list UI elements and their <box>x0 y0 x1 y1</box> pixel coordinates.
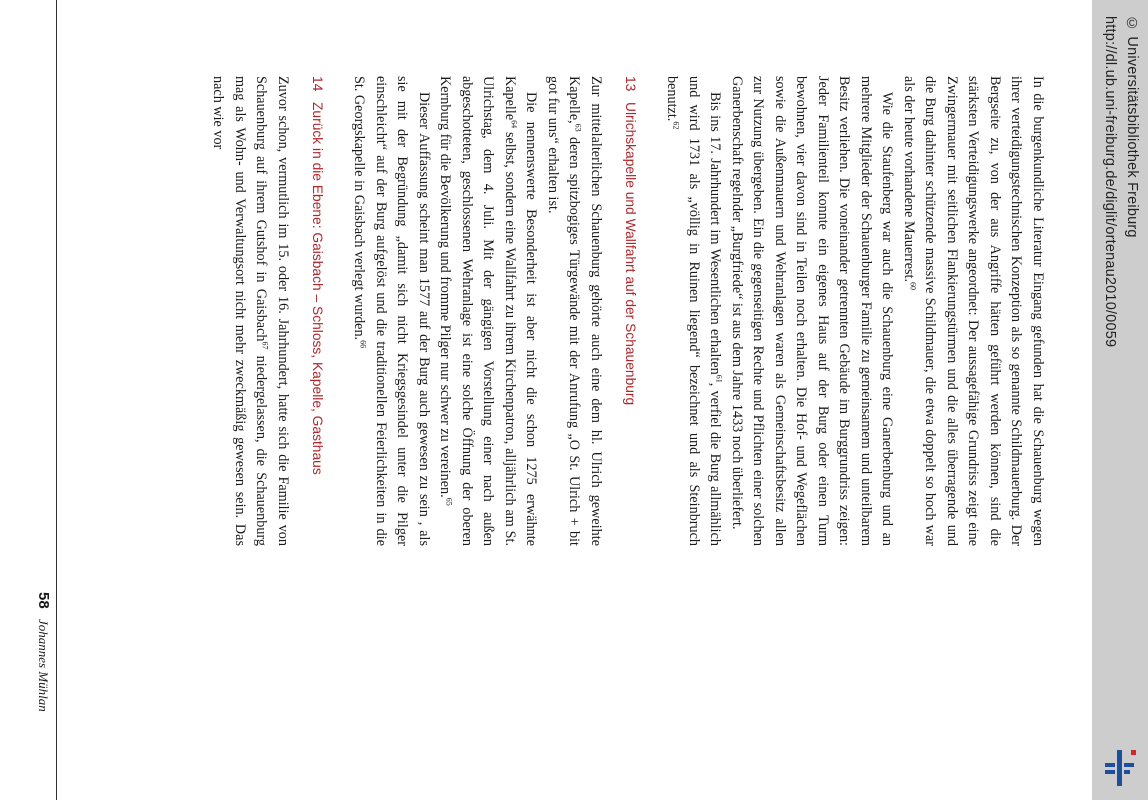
footnote-ref[interactable]: 66 <box>359 340 369 349</box>
copyright-notice: © Universitätsbibliothek Freiburg <box>1124 16 1140 238</box>
section-title: Zurück in die Ebene: Gaisbach – Schloss, Kapelle, Gasthaus <box>310 102 325 475</box>
running-header <box>34 592 52 792</box>
paragraph-verfall: Bis ins 17. Jahrhundert im Wesentlichen erhalten$^{61}$, verfiel die Burg allmählich und wird 1731 als „völlig in Ruinen liegend“ bezeichnet und als Steinbruch benutzt.$^{62}$ <box>664 76 725 547</box>
library-logo-icon <box>1102 748 1138 788</box>
footnote-ref[interactable]: 65 <box>445 497 455 506</box>
section-number: 13 <box>623 76 638 92</box>
footnote-ref[interactable]: 60 <box>908 282 918 291</box>
footnote-ref[interactable]: 62 <box>672 121 682 130</box>
paragraph-wallfahrt: Die nennenswerte Besonderheit ist aber nicht die schon 1275 erwähnte Kapelle$^{64}$ selbst, sondern eine Wallfahrt zu ihrem Kirchenpatron, alljährlich am St. Ulrichstag, dem 4. Juli. Mit der gängigen Vorstellung einer nach außen abgeschotteten, geschlossenen Wehranlage ist eine solche Öffnung der oberen Kernburg für die Bevölkerung und fromme Pilger nur schwer zu vereinen.$^{65}$ <box>437 76 540 546</box>
footnote-ref[interactable]: 61 <box>715 374 725 383</box>
section-number: 14 <box>310 76 325 92</box>
footnote-ref[interactable]: 67 <box>261 341 271 350</box>
section-heading-13 <box>620 76 640 546</box>
section-title: Ulrichskapelle und Wallfahrt auf der Schauenburg <box>623 102 638 406</box>
paragraph-verlegung: Dieser Auffassung scheint man 1577 auf der Burg auch gewesen zu sein , als sie mit der Begründung „damit sich nicht Kriegsgesindel unter die Pilger einschleicht“ auf der Burg aufgelöst und die traditionellen Feierlichkeiten in die St. Georgskapelle in Gaisbach verlegt wurden.$^{66}$ <box>351 76 432 546</box>
running-header-author: Johannes Mühlan <box>36 618 51 712</box>
paragraph-ganerbenburg: Wie die Staufenberg war auch die Schauenburg eine Ganerbenburg und an mehrere Mitglieder der Schauenburger Familie zu gemeinsamem und unteilbarem Besitz verliehen. Die voneinander getrennten Gebäude im Burggrundriss zeigen: Jeder Familienteil konnte ein eigenes Haus auf der Burg oder einen Turm bewohnen, vier davon sind in Teilen noch erhalten. Die Hof- und Wegeflächen sowie die Außenmauern und Wehranlagen waren als Gemeinschaftsbesitz allen zur Nutzung übergeben. Ein die gegenseitigen Rechte und Pflichten einer solchen Ganerbenschaft regelnder „Burgfriede“ ist aus dem Jahre 1433 noch überliefert. <box>729 76 896 546</box>
paragraph-schildmauerburg: In die burgenkundliche Literatur Eingang gefunden hat die Schauenburg wegen ihrer verteidigungstechnischen Konzeption als so genannte Schildmauerburg. Der Bergseite zu, von der aus Angriffe hätten geführt werden können, sind die stärksten Verteidigungswerke angeordnet: Der aussagefähige Grundriss zeigt eine Zwingermauer mit seitlichen Flankierungstürmen und die alles überragende und die Burg dahinter schützende massive Schildmauer, die etwa doppelt so hoch war als der heute vorhandene Mauerrest.$^{60}$ <box>901 76 1046 546</box>
page-edge-rule <box>56 0 57 800</box>
page-body <box>82 76 1048 546</box>
footnote-ref[interactable]: 64 <box>509 120 519 129</box>
page-number: 58 <box>35 592 52 609</box>
paragraph-gaisbach: Zuvor schon, vermutlich im 15. oder 16. Jahrhundert, hatte sich die Familie von Schauenburg auf ihrem Gutshof in Gaisbach$^{67}$ niedergelassen, die Schauenburg mag als Wohn- und Verwaltungsort nicht mehr zweckmäßig gewesen sein. Das nach wie vor <box>210 76 291 547</box>
source-url-link[interactable]: http://dl.ub.uni-freiburg.de/diglit/ortenau2010/0059 <box>1102 16 1118 348</box>
footnote-ref[interactable]: 63 <box>574 123 584 132</box>
paragraph-ulrichskapelle: Zur mittelalterlichen Schauenburg gehörte auch eine dem hl. Ulrich geweihte Kapelle,$^{63}$ deren spitzbogiges Türgewände mit der Anrufung „O St. Ulrich + bit got fur uns“ erhalten ist. <box>545 76 604 546</box>
section-heading-14 <box>307 76 327 546</box>
